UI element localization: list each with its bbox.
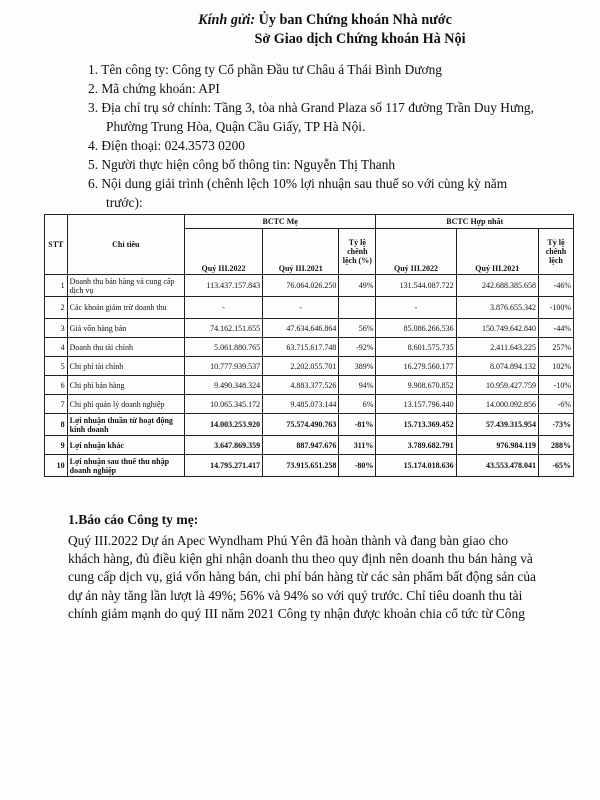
row-label: Lợi nhuận khác [67,436,184,455]
parent-q2022-value: 10.777.939.537 [184,357,262,376]
table-row [45,338,574,357]
recipient-lead: Kính gửi: [198,12,256,28]
header-parent-q2021: Quý III.2021 [263,229,339,275]
parent-pct-value: 56% [339,319,376,338]
parent-q2021-value: 2.202.055.701 [263,357,339,376]
header-consol-q2022: Quý III.2022 [376,229,456,275]
table-row [45,436,574,455]
parent-q2022-value: 14.795.271.417 [184,455,262,477]
parent-pct-value: 6% [339,395,376,414]
info-explanation-cont: trước): [106,195,143,210]
consol-pct-value: -44% [538,319,573,338]
info-explanation: 6. Nội dung giải trình (chênh lệch 10% lợi nhuận sau thuế so với cùng kỳ năm [88,176,508,191]
consol-q2021-value: 14.000.092.856 [456,395,538,414]
recipient-line-2: Sở Giao dịch Chứng khoán Hà Nội [254,31,466,47]
consol-q2022-value: 15.713.369.452 [376,414,456,436]
section-paragraph [68,532,558,623]
consol-q2021-value: 57.439.315.954 [456,414,538,436]
consol-q2022-value: - [376,297,456,319]
parent-q2022-value: 10.065.345.172 [184,395,262,414]
parent-q2021-value: 4.883.377.526 [263,376,339,395]
consol-q2021-value: 43.553.478.041 [456,455,538,477]
info-company-name: 1. Tên công ty: Công ty Cổ phần Đầu tư Châu á Thái Bình Dương [88,62,442,77]
parent-q2021-value: 63.715.617.748 [263,338,339,357]
parent-pct-value: 311% [339,436,376,455]
consol-q2022-value: 131.544.087.722 [376,275,456,297]
table-row [45,395,574,414]
consol-q2022-value: 15.174.018.636 [376,455,456,477]
row-stt: 5 [45,357,68,376]
consol-q2021-value: 3.876.655.342 [456,297,538,319]
parent-q2022-value: 9.490.348.324 [184,376,262,395]
header-consol-pct: Tỷ lệ chênh lệch [538,229,573,275]
header-stt: STT [45,215,68,275]
recipient-line-1 [0,12,600,29]
row-label: Lợi nhuận thuần từ hoạt động kinh doanh [67,414,184,436]
row-label: Chi phí tài chính [67,357,184,376]
parent-q2022-value: 74.162.151.655 [184,319,262,338]
header-parent-statements: BCTC Mẹ [184,215,375,229]
consol-pct-value: -73% [538,414,573,436]
header-consolidated-statements: BCTC Hợp nhất [376,215,574,229]
consol-pct-value: -65% [538,455,573,477]
info-stock-code: 2. Mã chứng khoán: API [88,81,220,96]
table-row [45,455,574,477]
header-indicator: Chỉ tiêu [67,215,184,275]
row-label: Doanh thu bán hàng và cung cấp dịch vụ [67,275,184,297]
table-row [45,319,574,338]
financial-table [44,214,574,477]
parent-q2022-value: 5.061.880.765 [184,338,262,357]
consol-q2022-value: 85.086.266.536 [376,319,456,338]
consol-pct-value: 288% [538,436,573,455]
table-row [45,414,574,436]
parent-q2021-value: 76.064.026.250 [263,275,339,297]
parent-pct-value: -92% [339,338,376,357]
info-address: 3. Địa chỉ trụ sở chính: Tầng 3, tòa nhà Grand Plaza số 117 đường Trần Duy Hưng, [88,100,534,115]
consol-q2021-value: 976.984.119 [456,436,538,455]
consol-q2022-value: 16.279.560.177 [376,357,456,376]
consol-pct-value: -100% [538,297,573,319]
consol-q2021-value: 242.688.385.658 [456,275,538,297]
consol-q2021-value: 150.749.642.840 [456,319,538,338]
row-stt: 8 [45,414,68,436]
consol-q2022-value: 8.601.575.735 [376,338,456,357]
table-row [45,357,574,376]
table-row [45,297,574,319]
paragraph-line: Quý III.2022 Dự án Apec Wyndham Phú Yên đã hoàn thành và đang bàn giao cho [68,533,509,548]
row-stt: 2 [45,297,68,319]
parent-pct-value: 389% [339,357,376,376]
row-stt: 3 [45,319,68,338]
row-label: Doanh thu tài chính [67,338,184,357]
row-label: Chi phí quản lý doanh nghiệp [67,395,184,414]
paragraph-line: cung cấp dịch vụ, giá vốn hàng bán, chi phí bán hàng từ các sản phẩm bất động sản của [68,569,536,585]
consol-q2021-value: 8.074.894.132 [456,357,538,376]
parent-q2021-value: 75.574.490.763 [263,414,339,436]
info-disclosure-person: 5. Người thực hiện công bố thông tin: Nguyễn Thị Thanh [88,157,396,172]
row-stt: 10 [45,455,68,477]
parent-q2022-value: 3.647.869.359 [184,436,262,455]
row-stt: 1 [45,275,68,297]
consol-pct-value: -10% [538,376,573,395]
paragraph-line: khách hàng, đủ điều kiện ghi nhận doanh thu theo quy định nên doanh thu bán hàng và [68,551,533,567]
table-row [45,275,574,297]
paragraph-line: dự án này tăng lần lượt là 49%; 56% và 94% so với quý trước. Chỉ tiêu doanh thu tài [68,587,523,603]
info-phone: 4. Điện thoại: 024.3573 0200 [88,138,245,153]
parent-pct-value [339,297,376,319]
consol-q2021-value: 10.959.427.759 [456,376,538,395]
parent-pct-value: -81% [339,414,376,436]
consol-q2022-value: 13.157.796.440 [376,395,456,414]
row-stt: 4 [45,338,68,357]
recipient-name-1: Ủy ban Chứng khoán Nhà nước [258,12,452,28]
consol-pct-value: 257% [538,338,573,357]
consol-q2022-value: 3.789.682.791 [376,436,456,455]
consol-pct-value: 102% [538,357,573,376]
parent-q2022-value: 14.003.253.920 [184,414,262,436]
consol-q2021-value: 2.411.643.225 [456,338,538,357]
section-title: 1.Báo cáo Công ty mẹ: [68,512,199,527]
row-label: Chi phí bán hàng [67,376,184,395]
parent-pct-value: 94% [339,376,376,395]
parent-pct-value: -80% [339,455,376,477]
row-label: Giá vốn hàng bán [67,319,184,338]
parent-q2022-value: - [184,297,262,319]
parent-q2021-value: 47.634.646.864 [263,319,339,338]
table-row [45,376,574,395]
row-stt: 9 [45,436,68,455]
header-consol-q2021: Quý III.2021 [456,229,538,275]
parent-q2021-value: - [263,297,339,319]
row-stt: 7 [45,395,68,414]
paragraph-line: chính giảm mạnh do quý III năm 2021 Công ty nhận được khoản chia cổ tức từ Công [68,605,525,621]
consol-pct-value: -6% [538,395,573,414]
consol-q2022-value: 9.908.670.852 [376,376,456,395]
row-label: Các khoản giảm trừ doanh thu [67,297,184,319]
parent-q2021-value: 887.947.676 [263,436,339,455]
header-parent-pct: Tỷ lệ chênh lệch (%) [339,229,376,275]
row-label: Lợi nhuận sau thuế thu nhập doanh nghiệp [67,455,184,477]
consol-pct-value: -46% [538,275,573,297]
parent-pct-value: 49% [339,275,376,297]
info-address-cont: Phường Trung Hòa, Quận Cầu Giấy, TP Hà Nội. [106,119,366,134]
parent-q2022-value: 113.437.157.843 [184,275,262,297]
parent-q2021-value: 9.485.073.144 [263,395,339,414]
parent-q2021-value: 73.915.651.258 [263,455,339,477]
row-stt: 6 [45,376,68,395]
header-parent-q2022: Quý III.2022 [184,229,262,275]
